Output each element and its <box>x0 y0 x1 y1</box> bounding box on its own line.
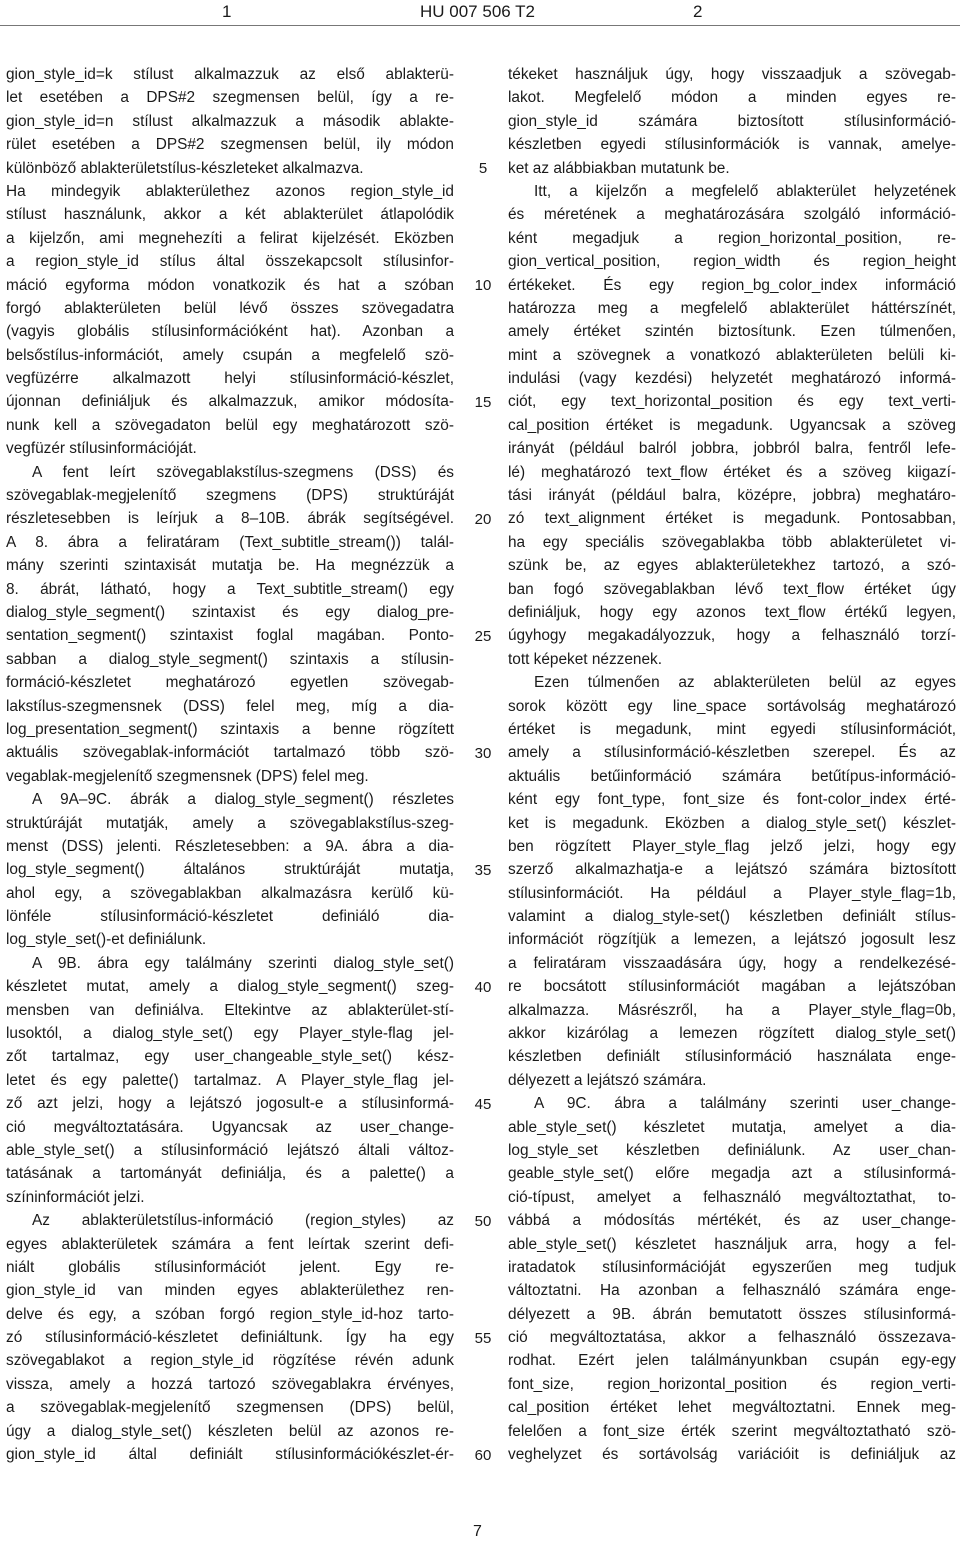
text-line: A 9A–9C. ábrák a dialog_style_segment() részletes <box>32 791 454 809</box>
line-number: 50 <box>474 1212 492 1230</box>
text-line: értéket is megadunk, mint egyedi stílusinformációt, <box>508 720 956 738</box>
text-line: geable_style_set() előre megadja azt a stílusinformá- <box>508 1165 956 1183</box>
text-line: vegablak-megjelenítő szegmensnek (DPS) felel meg. <box>6 767 369 785</box>
text-line: cal_position értéket is megadunk. Ugyancsak a szöveg <box>508 416 956 434</box>
page-number: 7 <box>473 1523 482 1540</box>
text-line: a region_style_id stílus által összekapcsolt stílusinfor- <box>6 253 454 271</box>
text-line: lönféle stílusinformáció-készletet definiáló dia- <box>6 908 454 926</box>
text-line: felelően a font_size érték szerint megváltoztatható szö- <box>508 1422 956 1440</box>
line-number: 35 <box>474 861 492 879</box>
line-number: 15 <box>474 393 492 411</box>
line-number: 40 <box>474 978 492 996</box>
text-line: dialog_style_segment() szintaxist és egy dialog_pre- <box>6 603 454 621</box>
line-number: 30 <box>474 744 492 762</box>
text-line: készletben definiált stílusinformáció használata enge- <box>508 1048 956 1066</box>
right-column <box>508 63 956 1466</box>
text-line: készletben egyedi stílusinformációk is vannak, amelye- <box>508 136 956 154</box>
text-line: gion_style_id számára biztosított stílusinformáció- <box>508 112 956 130</box>
text-line: 8. ábrát, látható, hogy a Text_subtitle_stream() egy <box>6 580 454 598</box>
text-line: információt rögzítjük a lemezen, a lejátszó jogosult lesz <box>508 931 956 949</box>
text-line: stílust használunk, akkor a két ablakterület átlapolódik <box>6 206 454 224</box>
text-line: ció megváltoztatására. Ugyancsak az user_change- <box>6 1118 454 1136</box>
text-line: vegfüzér stílusinformációját. <box>6 440 197 458</box>
text-line: forgó ablakterületen belül lévő összes szövegadatra <box>6 299 454 317</box>
text-line: ció-típust, amelyet a felhasználó megváltoztathat, to- <box>508 1188 956 1206</box>
text-line: let esetében a DPS#2 szegmensen belül, így a re- <box>6 89 454 107</box>
text-line: indulási (vagy kezdési) helyzetét meghatározó informá- <box>508 370 956 388</box>
text-line: re bocsátott stílusinformációt magában a lejátszóban <box>508 978 956 996</box>
text-line: ban fogó szövegablakban lévő text_flow értéket úgy <box>508 580 956 598</box>
text-line: zó stílusinformáció-készletet definiáltunk. Így ha egy <box>6 1329 454 1347</box>
line-number: 25 <box>474 627 492 645</box>
text-line: Ezen túlmenően az ablakterületen belül az egyes <box>534 674 956 692</box>
text-line: tott képeket nézzenek. <box>508 650 663 668</box>
text-line: lusoktól, a dialog_style_set() egy Player_style-flag jel- <box>6 1025 454 1043</box>
text-line: délyezett a lejátszó számára. <box>508 1071 707 1089</box>
text-line: és méretének a meghatározására szolgáló információ- <box>508 206 956 224</box>
text-line: lé) meghatározó text_flow értéket és a szöveg kiigazí- <box>508 463 956 481</box>
document-number: HU 007 506 T2 <box>420 2 535 21</box>
text-line: mány szerinti szintaxisát mutatja be. Ha megnézzük a <box>6 557 454 575</box>
text-line: részletesebben is leírjuk a 8–10B. ábrák segítségével. <box>6 510 454 528</box>
text-line: niált globális stílusinformációt jelent. Egy re- <box>6 1258 454 1276</box>
text-line: Az ablakterületstílus-információ (region_styles) az <box>32 1212 454 1230</box>
line-number: 45 <box>474 1095 492 1113</box>
text-line: tatásának a tartományát definiálja, és a palette() a <box>6 1165 454 1183</box>
text-line: ző azt jelzi, hogy a lejátszó jogosult-e a stílusinformá- <box>6 1095 454 1113</box>
text-line: cal_position értéket lehet megváltoztatni. Ennek meg- <box>508 1399 956 1417</box>
text-line: vissza, amely a hozzá tartozó szövegablakra érvényes, <box>6 1375 454 1393</box>
text-line: sabban a dialog_style_segment() szintaxis a stílusin- <box>6 650 454 668</box>
text-line: zőt tartalmaz, egy user_changeable_style_set() kész- <box>6 1048 454 1066</box>
text-line: amely értéket szintén biztosítunk. Ezen túlmenően, <box>508 323 956 341</box>
text-line: a szövegablak-megjelenítő szegmensen (DPS) belül, <box>6 1399 454 1417</box>
line-number: 20 <box>474 510 492 528</box>
text-line: különböző ablakterületstílus-készleteket alkalmazva. <box>6 159 364 177</box>
right-page-number: 2 <box>693 2 703 21</box>
text-line: veghelyzet és sortávolság variációit is definiáljuk az <box>508 1446 956 1464</box>
text-line: font_size, region_horizontal_position és region_verti- <box>508 1375 956 1393</box>
left-column <box>6 63 454 1466</box>
text-line: délyezett a 9B. ábrán bemutatott összes stílusinformá- <box>508 1305 956 1323</box>
text-line: a kijelzőn, ami megnehezíti a felirat kijelzését. Eközben <box>6 229 454 247</box>
text-line: log_style_segment() általános struktúráját mutatja, <box>6 861 454 879</box>
text-line: értékeket. És egy region_bg_color_index információ <box>508 276 956 294</box>
text-line: egyes ablakterületek számára a fent leírtak szerint defi- <box>6 1235 454 1253</box>
line-number: 10 <box>474 276 492 294</box>
text-line: alkalmazza. Másrészről, ha a Player_style_flag=0b, <box>508 1001 956 1019</box>
text-line: A 8. ábra a feliratáram (Text_subtitle_stream()) talál- <box>6 533 454 551</box>
text-line: valamint a dialog_style-set() készletben definiált stílus- <box>508 908 956 926</box>
text-line: rodhat. Ezért jelen találmányunkban csupán egy-egy <box>508 1352 956 1370</box>
text-line: log_style_set()-et definiálunk. <box>6 931 207 949</box>
text-line: lakstílus-szegmensnek (DSS) felel meg, míg a dia- <box>6 697 454 715</box>
text-line: ahol egy, a szövegablakban alkalmazásra kerülő kü- <box>6 884 454 902</box>
line-number: 60 <box>474 1446 492 1464</box>
text-line: log_style_set készletben definiálunk. Az user_chan- <box>508 1141 956 1159</box>
line-number: 55 <box>474 1329 492 1347</box>
text-line: letet és egy palette() tartalmaz. A Player_style_flag jel- <box>6 1071 454 1089</box>
text-line: (vagyis globális stílusinformációként hat). Azonban a <box>6 323 454 341</box>
text-line: úgy a dialog_style_set() készleten belül az azonos re- <box>6 1422 454 1440</box>
line-number: 5 <box>478 159 488 177</box>
text-line: ként egy font_type, font_size és font-color_index érté- <box>508 791 956 809</box>
text-line: színinformációt jelzi. <box>6 1188 145 1206</box>
text-line: tási irányát (például balra, középre, jobbra) meghatáro- <box>508 487 956 505</box>
text-line: a feliratáram visszaadására úgy, hogy a rendelkezésé- <box>508 954 956 972</box>
text-line: formáció-készletet meghatározó egyetlen szövegab- <box>6 674 454 692</box>
text-line: irányát (például balról jobbra, jobbról balra, fentről lefe- <box>508 440 956 458</box>
text-line: A fent leírt szövegablakstílus-szegmens (DSS) és <box>32 463 454 481</box>
page-header <box>0 0 960 24</box>
text-line: sorok között egy line_space sortávolság meghatározó <box>508 697 956 715</box>
text-line: vegfüzérre alkalmazott helyi stílusinformáció-készlet, <box>6 370 454 388</box>
text-line: úgyhogy megakadályozzuk, hogy a felhasználó torzí- <box>508 627 956 645</box>
text-line: stílusinformációt. Ha például a Player_style_flag=1b, <box>508 884 956 902</box>
text-line: lakot. Megfelelő módon a minden egyes re- <box>508 89 956 107</box>
text-line: ként megadjuk a region_horizontal_position, re- <box>508 229 956 247</box>
text-line: készletet mutat, amely a dialog_style_segment() szeg- <box>6 978 454 996</box>
text-line: zó text_alignment értéket is megadunk. Pontosabban, <box>508 510 956 528</box>
text-line: ket az alábbiakban mutatunk be. <box>508 159 730 177</box>
text-line: gion_style_id van minden egyes ablakterülethez ren- <box>6 1282 454 1300</box>
text-line: tékeket használjuk úgy, hogy visszaadjuk a szövegab- <box>508 66 956 83</box>
text-line: menst (DSS) jelenti. Részletesebben: a 9A. ábra a dia- <box>6 837 454 855</box>
text-line: ció megváltoztatása, akkor a felhasználó összezava- <box>508 1329 956 1347</box>
text-line: belsőstílus-információt, amely csupán a megfelelő szö- <box>6 346 454 364</box>
text-line: gion_style_id által definiált stílusinformációkészlet-ér- <box>6 1446 454 1464</box>
text-line: mint a szövegnek a vonatkozó ablakterületen belüli ki- <box>508 346 956 364</box>
text-line: sentation_segment() szintaxist foglal magában. Ponto- <box>6 627 454 645</box>
text-line: Itt, a kijelzőn a megfelelő ablakterület helyzetének <box>534 182 956 200</box>
text-line: ciót, egy text_horizontal_position és egy text_verti- <box>508 393 956 411</box>
text-line: A 9C. ábra a találmány szerinti user_change- <box>534 1095 956 1113</box>
text-line: able_style_set() készletet használjuk arra, hogy a fel- <box>508 1235 956 1253</box>
text-line: nunk kell a szövegadaton belül egy meghatározott szö- <box>6 416 454 434</box>
text-line: A 9B. ábra egy találmány szerinti dialog_style_set() <box>32 954 454 972</box>
text-line: delve és egy, a szóban forgó region_style_id-hoz tarto- <box>6 1305 454 1323</box>
text-line: akkor kizárólag a lemezen rögzített dialog_style_set() <box>508 1025 956 1043</box>
text-line: gion_vertical_position, region_width és region_height <box>508 253 956 271</box>
text-line: szünk be, az egyes ablakterületekhez tartozó, a szó- <box>508 557 956 575</box>
text-line: iratadatok stílusinformációját egyszerűen meg tudjuk <box>508 1258 956 1276</box>
text-line: ha egy speciális szövegablakba több ablakterületet vi- <box>508 533 956 551</box>
text-line: struktúráját mutatják, amely a szövegablakstílus-szeg- <box>6 814 454 832</box>
text-line: ben rögzített Player_style_flag jelző jelzi, hogy egy <box>508 837 956 855</box>
text-line: mensben van definiálva. Eltekintve az ablakterület-stí- <box>6 1001 454 1019</box>
header-rule <box>0 25 960 26</box>
text-line: vábbá a módosítás mértékét, és az user_change- <box>508 1212 956 1230</box>
text-line: újonnan definiáljuk és alkalmazzuk, amikor módosíta- <box>6 393 454 411</box>
text-line: definiáljuk, hogy egy azonos text_flow értékű legyen, <box>508 603 956 621</box>
text-line: szerző alkalmazhatja-e a lejátszó számára biztosított <box>508 861 956 879</box>
text-line: rület esetében a DPS#2 szegmensen belül, ily módon <box>6 136 454 154</box>
text-line: aktuális betűinformáció számára betűtípus-információ- <box>508 767 956 785</box>
text-line: változtatni. Ha azonban a felhasználó számára enge- <box>508 1282 956 1300</box>
text-line: szövegablak-megjelenítő szegmens (DPS) struktúráját <box>6 487 454 505</box>
text-line: gion_style_id=n stílust alkalmazzuk a második ablakte- <box>6 112 454 130</box>
text-line: able_style_set() a stílusinformáció lejátszó általi változ- <box>6 1141 454 1159</box>
left-page-number: 1 <box>222 2 232 21</box>
text-line: Ha mindegyik ablakterülethez azonos region_style_id <box>6 182 454 200</box>
text-line: határozza meg a megfelelő ablakterület háttérszínét, <box>508 299 956 317</box>
text-line: gion_style_id=k stílust alkalmazzuk az első ablakterü- <box>6 66 454 83</box>
text-line: máció egyforma módon vonatkozik és hat a szóban <box>6 276 454 294</box>
text-line: able_style_set() készletet mutatja, amelyet a dia- <box>508 1118 956 1136</box>
text-line: log_presentation_segment() szintaxis a benne rögzített <box>6 720 454 738</box>
text-line: aktuális szövegablak-információt tartalmazó több szö- <box>6 744 454 762</box>
text-line: szövegablakot a region_style_id rögzítése révén adunk <box>6 1352 454 1370</box>
text-line: ket is megadunk. Eközben a dialog_style_set() készlet- <box>508 814 956 832</box>
text-line: amely a stílusinformáció-készletben szerepel. És az <box>508 744 956 762</box>
